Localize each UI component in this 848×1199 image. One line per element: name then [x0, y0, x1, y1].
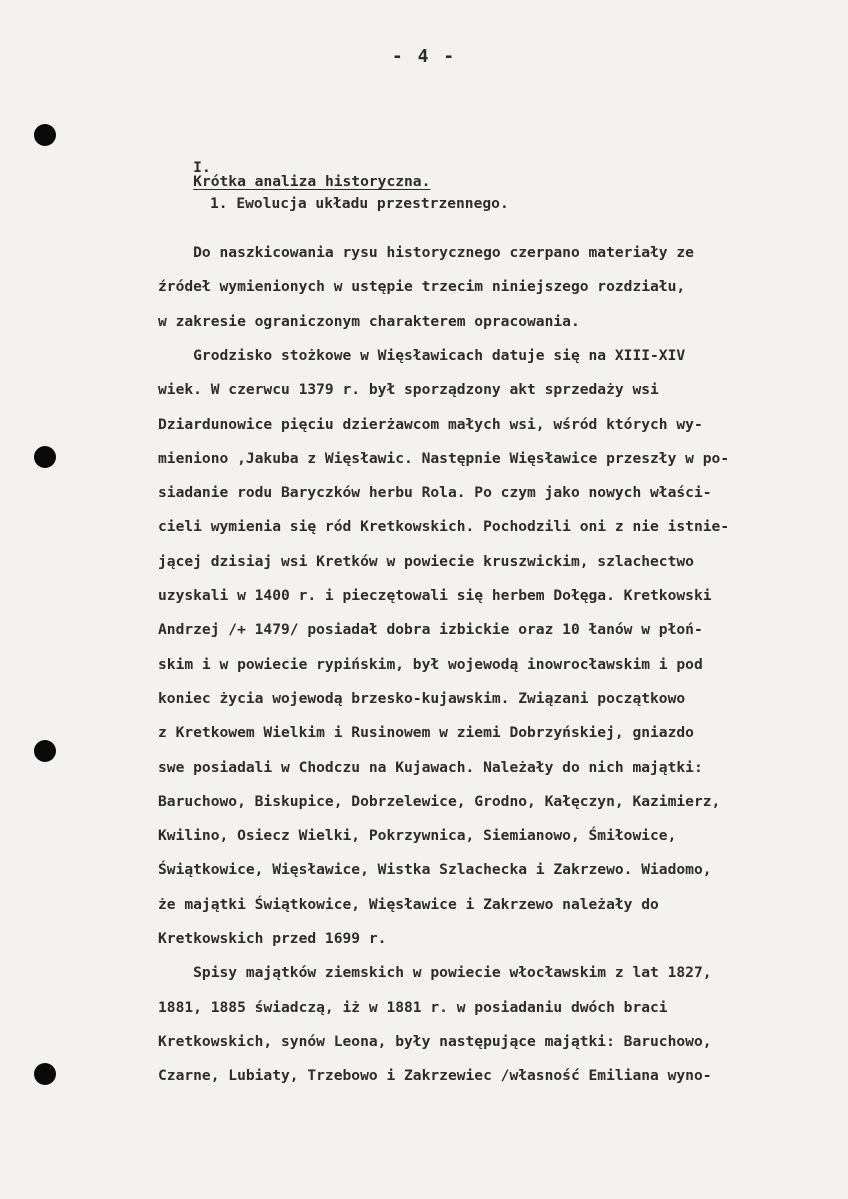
body-text-line: Baruchowo, Biskupice, Dobrzelewice, Grodno, Kałęczyn, Kazimierz, — [158, 793, 721, 810]
body-text-line: cieli wymienia się ród Kretkowskich. Pochodzili oni z nie istnie- — [158, 518, 730, 535]
body-text-line: Andrzej /+ 1479/ posiadał dobra izbickie oraz 10 łanów w płoń- — [158, 621, 703, 638]
section-heading-number: I. — [193, 158, 211, 176]
body-text-line: jącej dzisiaj wsi Kretków w powiecie kruszwickim, szlachectwo — [158, 553, 694, 570]
body-text-line: Świątkowice, Więsławice, Wistka Szlachecka i Zakrzewo. Wiadomo, — [158, 861, 712, 878]
punch-hole-1 — [34, 124, 56, 146]
body-text-line: swe posiadali w Chodczu na Kujawach. Należały do nich majątki: — [158, 759, 703, 776]
body-text-line: że majątki Świątkowice, Więsławice i Zakrzewo należały do — [158, 896, 659, 913]
page-number: - 4 - — [391, 46, 457, 67]
section-heading-title: Krótka analiza historyczna. — [193, 173, 431, 191]
body-text-line: w zakresie ograniczonym charakterem opracowania. — [158, 313, 580, 330]
body-text-line: Kwilino, Osiecz Wielki, Pokrzywnica, Siemianowo, Śmiłowice, — [158, 827, 677, 844]
punch-hole-4 — [34, 1063, 56, 1085]
body-text-line: Grodzisko stożkowe w Więsławicach datuje się na XIII-XIV — [158, 347, 686, 364]
body-text-line: źródeł wymienionych w ustępie trzecim niniejszego rozdziału, — [158, 278, 686, 295]
punch-hole-2 — [34, 446, 56, 468]
subsection-heading: 1. Ewolucja układu przestrzennego. — [210, 195, 509, 212]
body-text-line: siadanie rodu Baryczków herbu Rola. Po czym jako nowych właści- — [158, 484, 712, 501]
body-text-line: Dziardunowice pięciu dzierżawcom małych wsi, wśród których wy- — [158, 416, 703, 433]
body-text-line: skim i w powiecie rypińskim, był wojewodą inowrocławskim i pod — [158, 656, 703, 673]
body-text-line: mieniono ,Jakuba z Więsławic. Następnie Więsławice przeszły w po- — [158, 450, 730, 467]
body-text-line: Czarne, Lubiaty, Trzebowo i Zakrzewiec /własność Emiliana wyno- — [158, 1067, 712, 1084]
body-text-line: koniec życia wojewodą brzesko-kujawskim. Związani początkowo — [158, 690, 686, 707]
punch-hole-3 — [34, 740, 56, 762]
body-text-line: Spisy majątków ziemskich w powiecie włocławskim z lat 1827, — [158, 964, 712, 981]
body-text-line: wiek. W czerwcu 1379 r. był sporządzony akt sprzedaży wsi — [158, 381, 659, 398]
body-text-line: uzyskali w 1400 r. i pieczętowali się herbem Dołęga. Kretkowski — [158, 587, 712, 604]
body-text-line: 1881, 1885 świadczą, iż w 1881 r. w posiadaniu dwóch braci — [158, 999, 668, 1016]
body-text-line: Do naszkicowania rysu historycznego czerpano materiały ze — [158, 244, 694, 261]
body-text-line: z Kretkowem Wielkim i Rusinowem w ziemi Dobrzyńskiej, gniazdo — [158, 724, 694, 741]
body-text-line: Kretkowskich przed 1699 r. — [158, 930, 387, 947]
body-text-line: Kretkowskich, synów Leona, były następujące majątki: Baruchowo, — [158, 1033, 712, 1050]
